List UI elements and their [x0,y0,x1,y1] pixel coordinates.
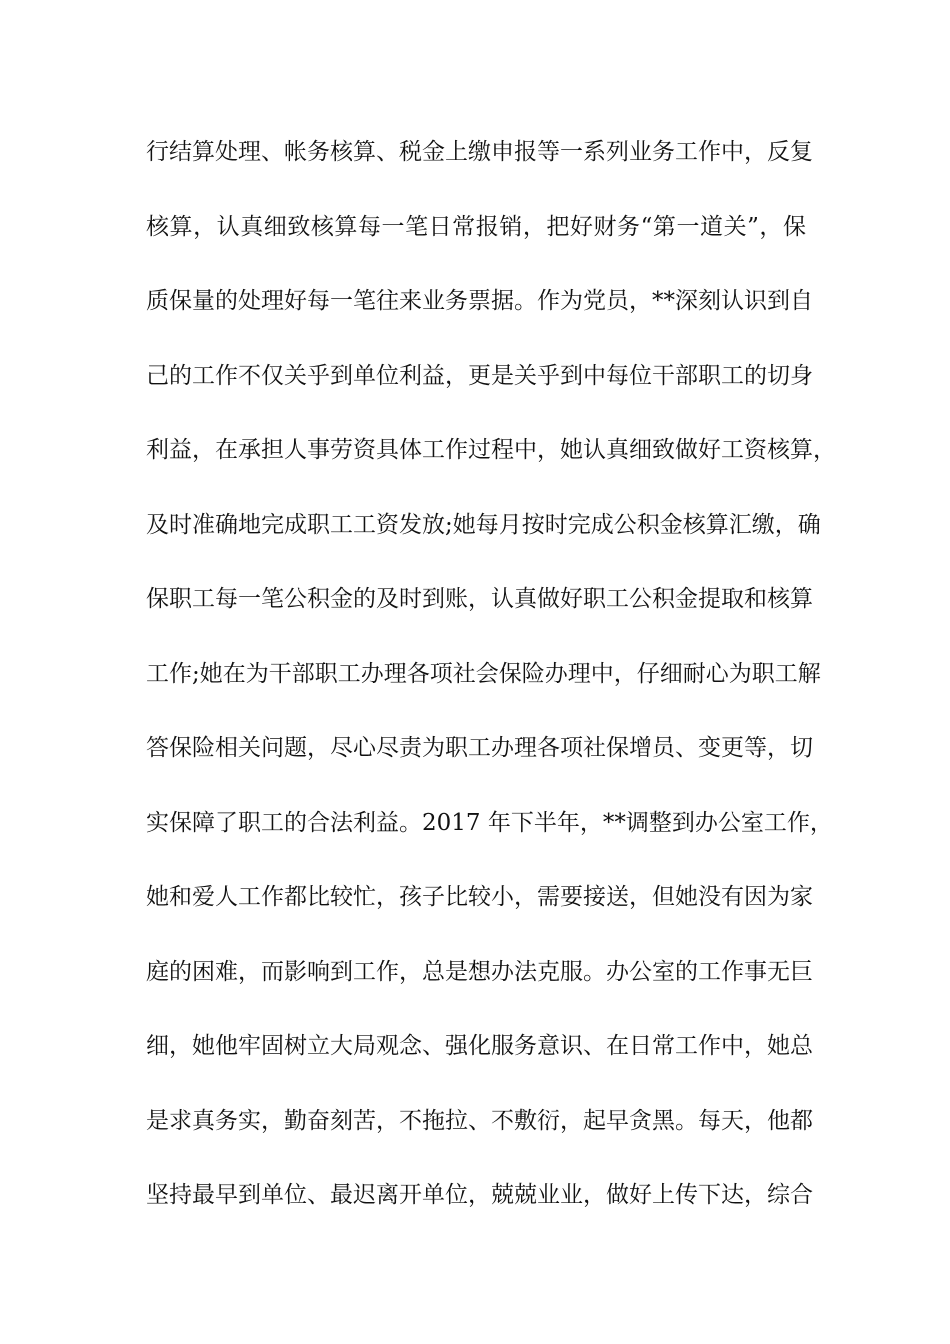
text-line: 实保障了职工的合法利益。2017 年下半年，**调整到办公室工作， [146,809,833,836]
text-line: 庭的困难，而影响到工作，总是想办法克服。办公室的工作事无巨 [146,958,813,985]
text-line: 细，她他牢固树立大局观念、强化服务意识、在日常工作中，她总 [146,1033,813,1059]
text-line: 行结算处理、帐务核算、税金上缴申报等一系列业务工作中，反复 [146,139,813,165]
text-line: 答保险相关问题，尽心尽责为职工办理各项社保增员、变更等，切 [146,735,813,761]
text-line: 是求真务实，勤奋刻苦，不拖拉、不敷衍，起早贪黑。每天，他都 [146,1107,813,1134]
text-line: 工作;她在为干部职工办理各项社会保险办理中，仔细耐心为职工解 [146,660,821,687]
text-line: 核算，认真细致核算每一笔日常报销，把好财务“第一道关”，保 [146,213,806,240]
text-line: 坚持最早到单位、最迟离开单位，兢兢业业，做好上传下达，综合 [146,1182,813,1208]
text-line: 质保量的处理好每一笔往来业务票据。作为党员，**深刻认识到自 [146,288,813,314]
text-line: 及时准确地完成职工工资发放;她每月按时完成公积金核算汇缴，确 [146,511,821,538]
body-text [146,130,836,1248]
text-line: 保职工每一笔公积金的及时到账，认真做好职工公积金提取和核算 [146,586,813,612]
text-line: 利益，在承担人事劳资具体工作过程中，她认真细致做好工资核算， [146,437,836,463]
text-line: 她和爱人工作都比较忙，孩子比较小，需要接送，但她没有因为家 [146,884,813,910]
text-line: 己的工作不仅关乎到单位利益，更是关乎到中每位干部职工的切身 [146,362,813,389]
